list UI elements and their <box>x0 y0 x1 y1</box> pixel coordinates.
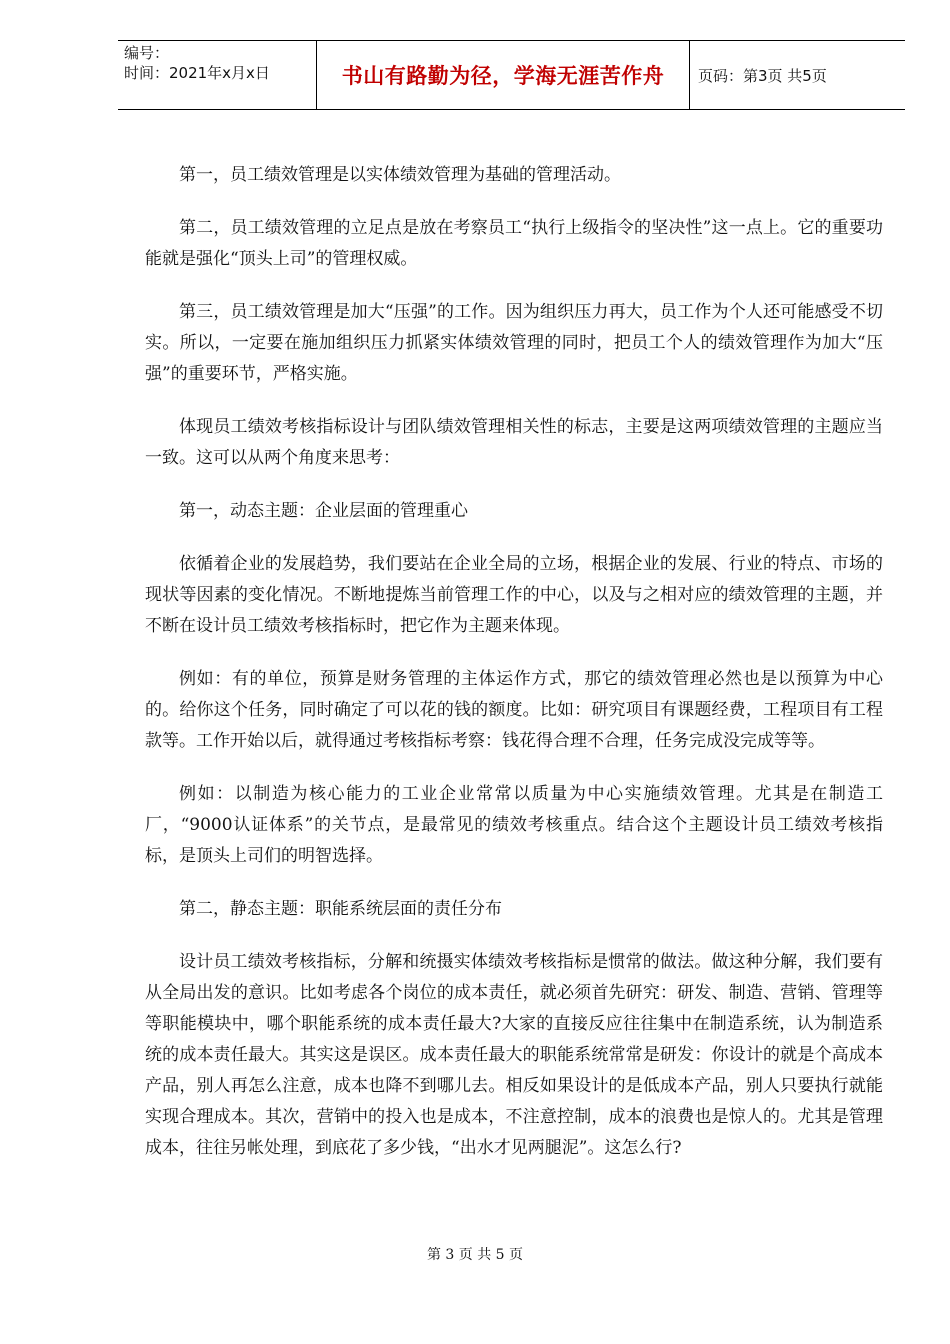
page-header <box>118 40 905 110</box>
header-motto: 书山有路勤为径，学海无涯苦作舟 <box>341 63 665 88</box>
header-meta <box>118 41 316 109</box>
paragraph: 例如：有的单位，预算是财务管理的主体运作方式，那它的绩效管理必然也是以预算为中心的。给你这个任务，同时确定了可以花的钱的额度。比如：研究项目有课题经费，工程项目有工程款等。工作开始以后，就得通过考核指标考察：钱花得合理不合理，任务完成没完成等等。 <box>145 669 883 751</box>
section-heading: 第二，静态主题：职能系统层面的责任分布 <box>179 899 502 919</box>
paragraph: 体现员工绩效考核指标设计与团队绩效管理相关性的标志，主要是这两项绩效管理的主题应当一致。这可以从两个角度来思考： <box>145 417 883 468</box>
paragraph: 依循着企业的发展趋势，我们要站在企业全局的立场，根据企业的发展、行业的特点、市场的现状等因素的变化情况。不断地提炼当前管理工作的中心，以及与之相对应的绩效管理的主题，并不断在设计员工绩效考核指标时，把它作为主题来体现。 <box>145 554 883 636</box>
document-body <box>145 160 883 1186</box>
section-heading: 第一，动态主题：企业层面的管理重心 <box>179 501 468 521</box>
header-page-number: 页码：第3页 共5页 <box>698 66 827 85</box>
document-time-label: 时间：2021年x月x日 <box>124 64 270 82</box>
paragraph: 第一，员工绩效管理是以实体绩效管理为基础的管理活动。 <box>179 165 621 185</box>
header-page-cell <box>690 41 905 109</box>
paragraph: 设计员工绩效考核指标，分解和统摄实体绩效考核指标是惯常的做法。做这种分解，我们要有从全局出发的意识。比如考虑各个岗位的成本责任，就必须首先研究：研发、制造、营销、管理等等职能模块中，哪个职能系统的成本责任最大?大家的直接反应往往集中在制造系统，认为制造系统的成本责任最大。其实这是误区。成本责任最大的职能系统常常是研发：你设计的就是个高成本产品，别人再怎么注意，成本也降不到哪儿去。相反如果设计的是低成本产品，别人只要执行就能实现合理成本。其次，营销中的投入也是成本，不注意控制，成本的浪费也是惊人的。尤其是管理成本，往往另帐处理，到底花了多少钱，“出水才见两腿泥”。这怎么行? <box>145 952 883 1158</box>
paragraph: 第三，员工绩效管理是加大“压强”的工作。因为组织压力再大，员工作为个人还可能感受不切实。所以，一定要在施加组织压力抓紧实体绩效管理的同时，把员工个人的绩效管理作为加大“压强”的重要环节，严格实施。 <box>145 302 883 384</box>
paragraph: 例如：以制造为核心能力的工业企业常常以质量为中心实施绩效管理。尤其是在制造工厂，“9000认证体系”的关节点，是最常见的绩效考核重点。结合这个主题设计员工绩效考核指标，是顶头上司们的明智选择。 <box>145 784 883 866</box>
page-footer: 第 3 页 共 5 页 <box>426 1247 524 1263</box>
header-motto-cell <box>316 41 690 109</box>
document-number-label: 编号： <box>124 44 170 62</box>
paragraph: 第二，员工绩效管理的立足点是放在考察员工“执行上级指令的坚决性”这一点上。它的重要功能就是强化“顶头上司”的管理权威。 <box>145 218 883 269</box>
